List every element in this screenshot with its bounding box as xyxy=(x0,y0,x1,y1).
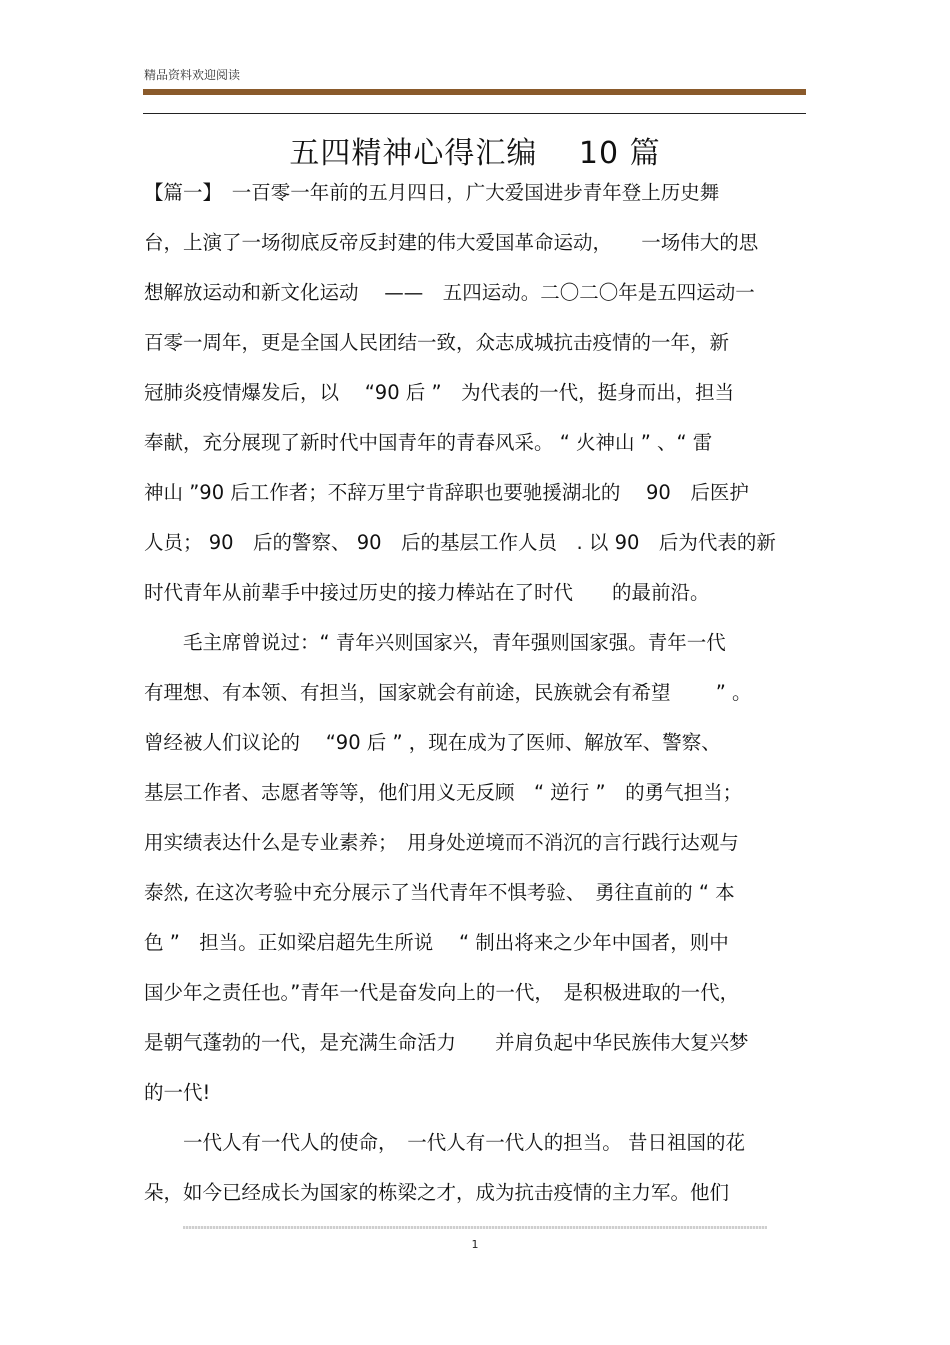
text-line: 基层工作者、志愿者等等，他们用义无反顾 “ 逆行 ” 的勇气担当； xyxy=(144,781,743,804)
text-line: 色 ” 担当。正如梁启超先生所说 “ 制出将来之少年中国者，则中 xyxy=(144,931,729,954)
text-line: 百零一周年，更是全国人民团结一致，众志成城抗击疫情的一年，新 xyxy=(144,331,730,354)
text-line: 曾经被人们议论的 “90 后 ” ，现在成为了医师、解放军、警察、 xyxy=(144,731,721,754)
text-line: 时代青年从前辈手中接过历史的接力棒站在了时代 的最前沿。 xyxy=(144,581,710,604)
text-line: 有理想、有本领、有担当，国家就会有前途，民族就会有希望 ” 。 xyxy=(144,681,752,704)
text-line: 是朝气蓬勃的一代，是充满生命活力 并肩负起中华民族伟大复兴梦 xyxy=(144,1031,749,1054)
text-line: 冠肺炎疫情爆发后，以 “90 后 ” 为代表的一代，挺身而出，担当 xyxy=(144,381,735,404)
text-line: 的一代! xyxy=(144,1081,211,1104)
page-number: 1 xyxy=(471,1238,479,1251)
text-line: 台，上演了一场彻底反帝反封建的伟大爱国革命运动， 一场伟大的思 xyxy=(144,231,759,254)
page-header-text: 精品资料欢迎阅读 xyxy=(144,68,241,82)
header-rule-thick xyxy=(143,89,806,95)
text-line: 国少年之责任也。”青年一代是奋发向上的一代， 是积极进取的一代， xyxy=(144,981,740,1004)
text-line: 神山 ”90 后工作者；不辞万里宁肯辞职也要驰援湖北的 90 后医护 xyxy=(144,481,749,504)
text-line: 人员； 90 后的警察、 90 后的基层工作人员 . 以 90 后为代表的新 xyxy=(144,531,776,554)
text-line: 一代人有一代人的使命， 一代人有一代人的担当。 昔日祖国的花 xyxy=(144,1131,745,1154)
text-line: 毛主席曾说过：“ 青年兴则国家兴，青年强则国家强。青年一代 xyxy=(144,631,726,654)
footer-rule xyxy=(183,1226,767,1229)
text-line: 想解放运动和新文化运动 —— 五四运动。二〇二〇年是五四运动一 xyxy=(144,281,755,304)
text-line: 【篇一】 一百零一年前的五月四日，广大爱国进步青年登上历史舞 xyxy=(144,181,720,204)
text-line: 用实绩表达什么是专业素养； 用身处逆境而不消沉的言行践行达观与 xyxy=(144,831,739,854)
text-line: 朵，如今已经成长为国家的栋梁之才，成为抗击疫情的主力军。他们 xyxy=(144,1181,730,1204)
text-line: 奉献，充分展现了新时代中国青年的青春风采。 “ 火神山 ” 、“ 雷 xyxy=(144,431,713,454)
text-line: 泰然, 在这次考验中充分展示了当代青年不惧考验、 勇往直前的 “ 本 xyxy=(144,881,735,904)
header-rule-thin xyxy=(143,113,806,114)
document-title: 五四精神心得汇编 10 篇 xyxy=(289,136,661,171)
